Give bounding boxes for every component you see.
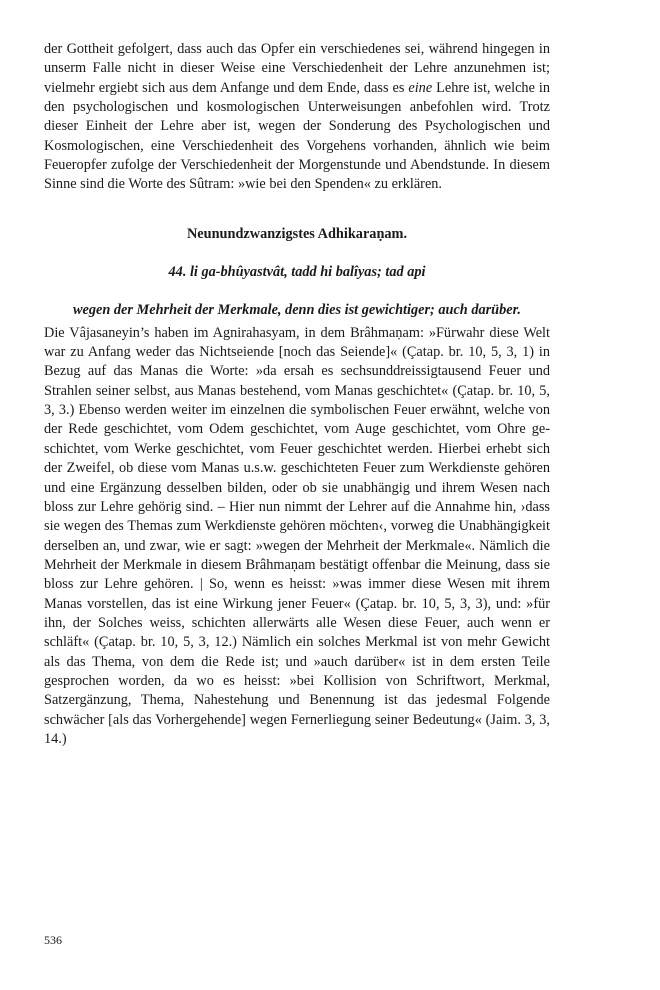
page-body: [44, 40, 550, 749]
paragraph-1-text-b: Lehre ist, welche in den psychologischen und kosmologischen Unterweisungen anbefohlen wird. Trotz dieser Einheit der Lehre aber ist, wegen der Sonderung des Psychologischen und Kosmologischen, eine Verschiedenheit des Vorgehens vorhanden, ähnlich wie beim Feueropfer zufolge der Verschiedenheit der Morgenstunde und Abendstunde. In diesem Sinne sind die Worte des Sûtram: »wie bei den Spenden« zu erklären.: [44, 79, 550, 193]
sutra-heading: 44. li ga-bhûyastvât, tadd hi balîyas; tad api: [168, 263, 426, 280]
translation-heading: wegen der Mehrheit der Merkmale, denn dies ist gewichtiger; auch darüber.: [73, 301, 521, 318]
paragraph-2: Die Vâjasaneyin’s haben im Agnirahasyam, in dem Brâhmaṇam: »Fürwahr diese Welt war zu Anfang weder das Nichtseiende [noch das Seiende]« (Çatap. br. 10, 5, 3, 1) in Bezug auf das Manas die Worte: »da ersah es sechsunddreissigtausend Feuer und Strahlen seiner selbst, aus Manas bestehend, vom Manas geschichtet« (Çatap. br. 10, 5, 3, 3.) Ebenso werden weiter im einzelnen die symbolischen Feuer erwähnt, welche von der Rede geschichtet, vom Odem geschichtet, vom Auge geschichtet, vom Ohre geschichtet, vom Werke geschichtet, vom Feuer geschichtet werden. Hierbei erhebt sich der Zweifel, ob diese vom Manas u.s.w. geschichteten Feuer zum Werkdienste gehören und eine Ergänzung desselben bilden, oder ob sie unabhängig und ihrem Wesen nach bloss zur Lehre gehörig sind. – Hier nun nimmt der Lehrer auf die Annahme hin, ›dass sie wegen des Themas zum Werkdienste gehören möchten‹, vorweg die Unabhängigkeit derselben an, und zwar, wie er sagt: »wegen der Mehrheit der Merkmale«. Nämlich die Mehrheit der Merkmale in diesem Brâhmaṇam bestätigt offenbar die Meinung, dass sie bloss zur Lehre gehören. | So, wenn es heisst: »was immer diese Wesen mit ihrem Manas vorstellen, das ist eine Wirkung jener Feuer« (Çatap. br. 10, 5, 3, 3), und: »für ihn, der Solches weiss, schichten allerwärts alle Wesen diese Feuer, auch wenn er schläft« (Çatap. br. 10, 5, 3, 12.) Nämlich ein solches Merkmal ist von mehr Gewicht als das Thema, von dem die Rede ist; und »auch darüber« ist in dem ersten Teile gesprochen worden, da wo es heisst: »bei Kollision von Schriftwort, Merkmal, Satzergänzung, Thema, Nahestehung und Benennung ist das jedesmal Folgende schwächer [als das Vorhergehende] wegen Fernerliegung seiner Bedeutung« (Jaim. 3, 3, 14.): [44, 324, 550, 747]
paragraph-1-text-a: der Gottheit gefolgert, dass auch das Opfer ein verschiedenes sei, während hingegen in unserm Falle nicht in dieser Weise eine Verschiedenheit der Lehre anzunehmen ist; vielmehr ergiebt sich aus dem Anfange und dem Ende, dass es: [44, 41, 550, 96]
page-number: 536: [44, 933, 62, 947]
paragraph-1-emphasis: eine: [408, 79, 433, 96]
paragraph-1: [44, 40, 550, 195]
section-heading: Neunundzwanzigstes Adhikaraṇam.: [186, 225, 408, 242]
